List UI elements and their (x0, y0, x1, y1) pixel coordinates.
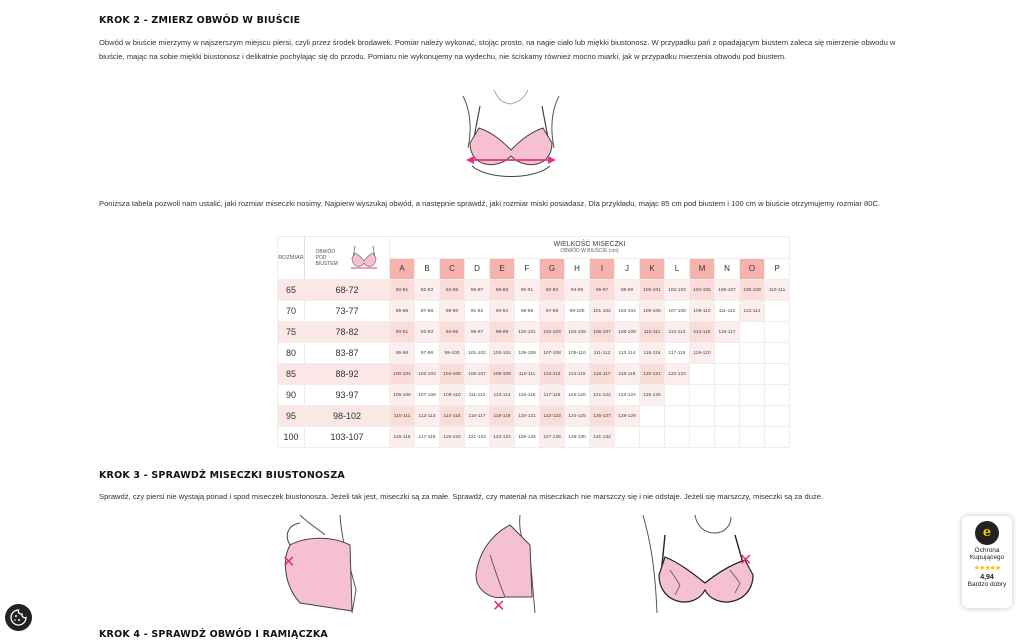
cup-header-f: F (515, 258, 540, 280)
row-size: 65 (278, 280, 305, 301)
cup-header-g: G (540, 258, 565, 280)
table-cell: 114-115 (565, 364, 590, 385)
badge-score: 4,94 (980, 574, 994, 581)
cup-header-d: D (465, 258, 490, 280)
row-underbust: 78-82 (305, 322, 390, 343)
table-cell: 104-105 (565, 322, 590, 343)
table-cell: 86-87 (465, 280, 490, 301)
table-cell: 93-94 (490, 301, 515, 322)
table-cell: 92-93 (540, 280, 565, 301)
header-obwod (305, 237, 390, 280)
row-underbust: 88-92 (305, 364, 390, 385)
row-underbust: 68-72 (305, 280, 390, 301)
table-cell: 125-126 (515, 427, 540, 448)
table-cell: 117-118 (540, 385, 565, 406)
table-cell (765, 385, 790, 406)
table-cell: 112-113 (540, 364, 565, 385)
table-cell: 118-119 (615, 364, 640, 385)
cup-header-p: P (765, 258, 790, 280)
row-size: 70 (278, 301, 305, 322)
bust-measurement-illustration (458, 88, 564, 184)
cross-icon: ✕ (492, 596, 506, 615)
table-cell: 101-102 (590, 301, 615, 322)
table-row (278, 406, 790, 427)
table-cell: 99-100 (440, 343, 465, 364)
table-cell: 116-117 (715, 322, 740, 343)
table-cell (690, 427, 715, 448)
table-cell: 120-121 (640, 364, 665, 385)
table-cell: 111-112 (465, 385, 490, 406)
buyer-protection-badge[interactable] (962, 516, 1012, 608)
row-underbust: 93-97 (305, 385, 390, 406)
header-wielkosc-label: WIELKOŚĆ MISECZKI (553, 240, 626, 248)
table-cell: 119-120 (565, 385, 590, 406)
table-cell (765, 322, 790, 343)
table-cell: 109-110 (440, 385, 465, 406)
header-rozmiar: ROZMIAR (278, 237, 305, 280)
table-row (278, 280, 790, 301)
cup-header-e: E (490, 258, 515, 280)
table-cell: 119-120 (690, 343, 715, 364)
row-size: 75 (278, 322, 305, 343)
row-size: 95 (278, 406, 305, 427)
table-cell: 126-127 (590, 406, 615, 427)
table-cell (740, 364, 765, 385)
table-cell: 109-110 (690, 301, 715, 322)
table-cell: 123-124 (615, 385, 640, 406)
table-cell (715, 364, 740, 385)
table-cell: 110-111 (515, 364, 540, 385)
table-cell: 94-95 (565, 280, 590, 301)
table-cell: 103-104 (615, 301, 640, 322)
trusted-shops-seal-icon: e (975, 521, 999, 545)
table-cell: 87-88 (415, 301, 440, 322)
table-cell: 100-101 (390, 364, 415, 385)
table-cell: 108-109 (615, 322, 640, 343)
table-cell: 112-113 (415, 406, 440, 427)
table-cell: 104-105 (690, 280, 715, 301)
cup-header-b: B (415, 258, 440, 280)
size-rows (278, 280, 790, 448)
table-cell: 118-119 (490, 406, 515, 427)
table-cell (765, 364, 790, 385)
table-cell: 112-113 (665, 322, 690, 343)
header-wielkosc-sub: OBWÓD W BIUŚCIE (cm) (560, 247, 619, 254)
table-cell: 122-123 (665, 364, 690, 385)
table-cell (715, 427, 740, 448)
badge-line2: Kupującego (969, 554, 1005, 561)
table-cell (640, 406, 665, 427)
table-cell: 113-114 (740, 301, 765, 322)
step2-text: Obwód w biuście mierzymy w najszerszym miejscu piersi, czyli przez środek brodawek. Pomiar należy wykonać, stojąc prosto, na nagie ciało lub miękki biustonosz. W przypadku pań z opadającym biustem zaleca się mierzenie obwodu w biuście, mając na sobie miękki biustonosz i delikatnie pochylając się do przodu. Pomiaru nie wykonujemy na wydechu, nie ściskamy również mocno miarki, jak w przypadku mierzenia obwodu pod biustem. (99, 38, 896, 61)
cup-header-o: O (740, 258, 765, 280)
table-cell: 105-106 (390, 385, 415, 406)
table-cell: 104-105 (440, 364, 465, 385)
table-cell: 107-108 (665, 301, 690, 322)
underbust-bra-icon (349, 244, 379, 272)
table-cell: 82-83 (415, 280, 440, 301)
table-cell: 103-104 (490, 343, 515, 364)
table-cell (690, 406, 715, 427)
table-row (278, 322, 790, 343)
table-cell: 106-107 (715, 280, 740, 301)
table-cell: 121-122 (465, 427, 490, 448)
table-cell: 90-91 (390, 322, 415, 343)
table-cell: 90-91 (515, 280, 540, 301)
row-underbust: 103-107 (305, 427, 390, 448)
table-cell: 84-85 (440, 280, 465, 301)
table-cell: 101-102 (465, 343, 490, 364)
row-underbust: 73-77 (305, 301, 390, 322)
table-cell: 127-128 (540, 427, 565, 448)
table-cell: 115-116 (515, 385, 540, 406)
table-cell: 102-103 (540, 322, 565, 343)
cookie-settings-button[interactable] (5, 604, 32, 631)
step4-title: KROK 4 - SPRAWDŹ OBWÓD I RAMIĄCZKA (99, 629, 328, 640)
table-cell (740, 322, 765, 343)
table-cell: 106-107 (465, 364, 490, 385)
table-cell: 116-117 (465, 406, 490, 427)
step3-title: KROK 3 - SPRAWDŹ MISECZKI BIUSTONOSZA (99, 470, 345, 481)
table-cell: 115-116 (640, 343, 665, 364)
table-cell: 107-108 (540, 343, 565, 364)
table-cell: 102-103 (665, 280, 690, 301)
table-cell: 98-99 (490, 322, 515, 343)
table-cell: 114-115 (440, 406, 465, 427)
table-intro-text: Poniższa tabela pozwoli nam ustalić, jaki rozmiar miseczki nosimy. Najpierw wyszukaj obwód, a następnie sprawdź, jaki rozmiar miski posiadasz. Dla przykładu, mając 85 cm pod biustem i 100 cm w biuście otrzymujemy rozmiar 80C. (99, 199, 881, 208)
table-cell: 116-117 (590, 364, 615, 385)
table-cell: 89-90 (440, 301, 465, 322)
table-cell: 114-115 (690, 322, 715, 343)
table-cell: 85-86 (390, 301, 415, 322)
step2-title: KROK 2 - ZMIERZ OBWÓD W BIUŚCIE (99, 15, 301, 26)
table-cell: 97-98 (415, 343, 440, 364)
table-cell (740, 427, 765, 448)
cup-header-n: N (715, 258, 740, 280)
table-cell: 80-81 (390, 280, 415, 301)
table-cell: 113-114 (615, 343, 640, 364)
table-cell: 98-99 (615, 280, 640, 301)
table-cell: 110-111 (390, 406, 415, 427)
table-cell: 115-116 (390, 427, 415, 448)
cup-header-k: K (640, 258, 665, 280)
table-row (278, 301, 790, 322)
cup-header-h: H (565, 258, 590, 280)
bra-too-big-front-illustration (635, 515, 765, 615)
table-cell: 107-108 (415, 385, 440, 406)
table-cell (765, 301, 790, 322)
table-cell: 102-103 (415, 364, 440, 385)
table-cell (740, 385, 765, 406)
table-cell: 125-126 (640, 385, 665, 406)
table-cell: 91-92 (465, 301, 490, 322)
table-cell: 117-118 (415, 427, 440, 448)
table-cell (740, 343, 765, 364)
cup-header-a: A (390, 258, 415, 280)
table-cell (715, 385, 740, 406)
table-cell: 92-93 (415, 322, 440, 343)
row-size: 100 (278, 427, 305, 448)
table-cell: 96-97 (465, 322, 490, 343)
table-cell: 100-101 (640, 280, 665, 301)
table-cell: 99-100 (565, 301, 590, 322)
table-cell: 108-109 (740, 280, 765, 301)
table-cell (765, 406, 790, 427)
table-cell: 121-122 (590, 385, 615, 406)
cup-header-j: J (615, 258, 640, 280)
table-cell: 108-109 (490, 364, 515, 385)
table-cell: 105-106 (515, 343, 540, 364)
table-row (278, 385, 790, 406)
row-underbust: 83-87 (305, 343, 390, 364)
badge-line1: Ochrona (974, 547, 1000, 554)
bra-size-table (277, 236, 790, 448)
bra-too-small-side-illustration (280, 515, 365, 615)
table-cell: 124-125 (565, 406, 590, 427)
table-cell: 122-123 (540, 406, 565, 427)
table-cell: 105-106 (640, 301, 665, 322)
table-cell: 94-95 (440, 322, 465, 343)
table-cell (740, 406, 765, 427)
table-cell: 120-121 (515, 406, 540, 427)
table-cell (665, 427, 690, 448)
table-cell: 100-101 (515, 322, 540, 343)
cup-header-c: C (440, 258, 465, 280)
table-cell (640, 427, 665, 448)
rating-stars-icon: ★★★★★ (973, 565, 1001, 572)
table-cell: 106-107 (590, 322, 615, 343)
table-cell: 131-132 (590, 427, 615, 448)
table-row (278, 427, 790, 448)
header-obwod-label: OBWÓD POD BIUSTEM (315, 249, 338, 267)
row-underbust: 98-102 (305, 406, 390, 427)
table-cell (665, 385, 690, 406)
table-cell (615, 427, 640, 448)
table-cell: 95-96 (515, 301, 540, 322)
cross-icon: ✕ (282, 552, 296, 571)
cross-icon: ✕ (739, 550, 753, 569)
table-cell: 123-124 (490, 427, 515, 448)
row-size: 85 (278, 364, 305, 385)
bra-too-small-bottom-illustration (470, 515, 555, 615)
table-row (278, 343, 790, 364)
table-cell: 96-97 (590, 280, 615, 301)
header-wielkosc (390, 237, 790, 259)
cup-header-l: L (665, 258, 690, 280)
table-row (278, 364, 790, 385)
table-cell: 129-130 (565, 427, 590, 448)
table-cell (665, 406, 690, 427)
badge-rating: Bardzo dobry (967, 581, 1007, 588)
table-cell: 88-89 (490, 280, 515, 301)
cup-header-m: M (690, 258, 715, 280)
cup-header-i: I (590, 258, 615, 280)
table-cell (690, 385, 715, 406)
table-cell: 97-98 (540, 301, 565, 322)
table-cell: 109-110 (565, 343, 590, 364)
cookie-icon (10, 609, 27, 626)
step3-text: Sprawdź, czy piersi nie wystają ponad i spod miseczek biustonosza. Jeżeli tak jest, miseczki są za małe. Sprawdź, czy materiał na miseczkach nie marszczy się i nie odstaje. Jeżeli się marszczy, miseczki są za duże. (99, 492, 824, 501)
table-cell (765, 427, 790, 448)
table-cell: 110-111 (640, 322, 665, 343)
row-size: 90 (278, 385, 305, 406)
table-cell: 113-114 (490, 385, 515, 406)
table-cell: 117-118 (665, 343, 690, 364)
table-cell: 95-96 (390, 343, 415, 364)
table-cell (765, 343, 790, 364)
table-cell (690, 364, 715, 385)
table-cell: 128-129 (615, 406, 640, 427)
table-cell (715, 343, 740, 364)
table-cell: 110-111 (765, 280, 790, 301)
table-cell (715, 406, 740, 427)
table-cell: 119-120 (440, 427, 465, 448)
table-cell: 111-112 (715, 301, 740, 322)
table-cell: 111-112 (590, 343, 615, 364)
row-size: 80 (278, 343, 305, 364)
